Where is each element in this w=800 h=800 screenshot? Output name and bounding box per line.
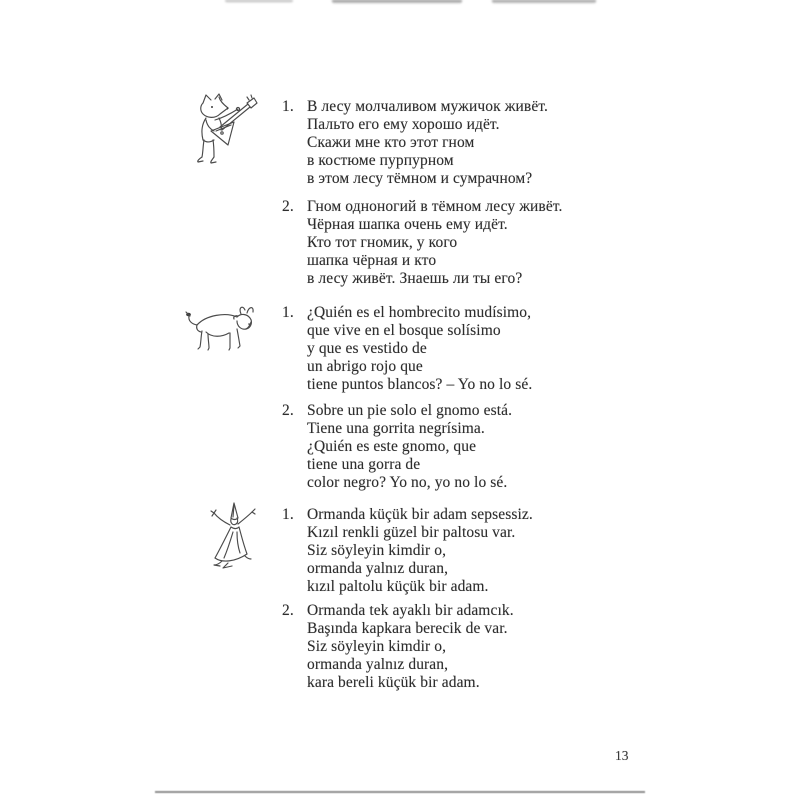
verse-line: Ormanda tek ayaklı bir adamcık. [307,602,514,619]
bear-playing-balalaika-illustration [191,93,261,169]
verse-line: Ormanda küçük bir adam sepsessiz. [307,506,533,523]
verse-line: Sobre un pie solo el gnomo está. [307,402,513,419]
spanish-stanza-1 [282,304,592,394]
turkish-stanza-2 [282,602,592,692]
verse-line: que vive en el bosque solísimo [307,322,501,339]
verse-line: шапка чёрная и кто [307,252,437,269]
verse-line: В лесу молчаливом мужичок живёт. [307,98,548,115]
verse-line: Tiene una gorrita negrísima. [307,420,485,437]
verse-line: kara bereli küçük bir adam. [307,674,480,691]
verse-line: Пальто его ему хорошо идёт. [307,116,500,133]
verse-line: в лесу живёт. Знаешь ли ты его? [307,270,523,287]
stanza-number: 2. [282,402,294,419]
verse-line: в этом лесу тёмном и сумрачном? [307,170,533,187]
whirling-dervish-illustration [208,501,264,571]
verse-line: ¿Quién es este gnomo, que [307,438,477,455]
page-number: 13 [615,748,629,763]
verse-line: Başında kapkara berecik de var. [307,620,508,637]
verse-line: un abrigo rojo que [307,358,423,375]
russian-stanza-2 [282,198,592,288]
turkish-stanza-1 [282,506,592,596]
russian-stanza-1 [282,98,592,188]
spanish-stanza-2 [282,402,592,492]
scan-artifact-top-middle [332,0,462,4]
verse-line: Кто тот гномик, у кого [307,234,458,251]
verse-line: Kızıl renkli güzel bir paltosu var. [307,524,516,541]
verse-line: tiene una gorra de [307,456,421,473]
verse-line: Скажи мне кто этот гном [307,134,475,151]
verse-line: ¿Quién es el hombrecito mudísimo, [307,304,532,321]
scan-artifact-top-left [225,0,293,3]
scan-artifact-top-right [492,0,596,4]
verse-line: Гном одноногий в тёмном лесу живёт. [307,198,563,215]
verse-line: ormanda yalnız duran, [307,656,449,673]
page-edge-line [155,791,645,793]
verse-line: ormanda yalnız duran, [307,560,449,577]
verse-line: y que es vestido de [307,340,427,357]
stanza-number: 1. [282,506,294,523]
verse-line: Чёрная шапка очень ему идёт. [307,216,508,233]
bull-illustration [184,303,262,355]
stanza-number: 1. [282,98,294,115]
stanza-number: 2. [282,198,294,215]
verse-line: в костюме пурпурном [307,152,454,169]
verse-line: Siz söyleyin kimdir o, [307,638,447,655]
verse-line: tiene puntos blancos? – Yo no lo sé. [307,376,533,393]
stanza-number: 2. [282,602,294,619]
stanza-number: 1. [282,304,294,321]
verse-line: color negro? Yo no, yo no lo sé. [307,474,508,491]
verse-line: kızıl paltolu küçük bir adam. [307,578,489,595]
verse-line: Siz söyleyin kimdir o, [307,542,447,559]
